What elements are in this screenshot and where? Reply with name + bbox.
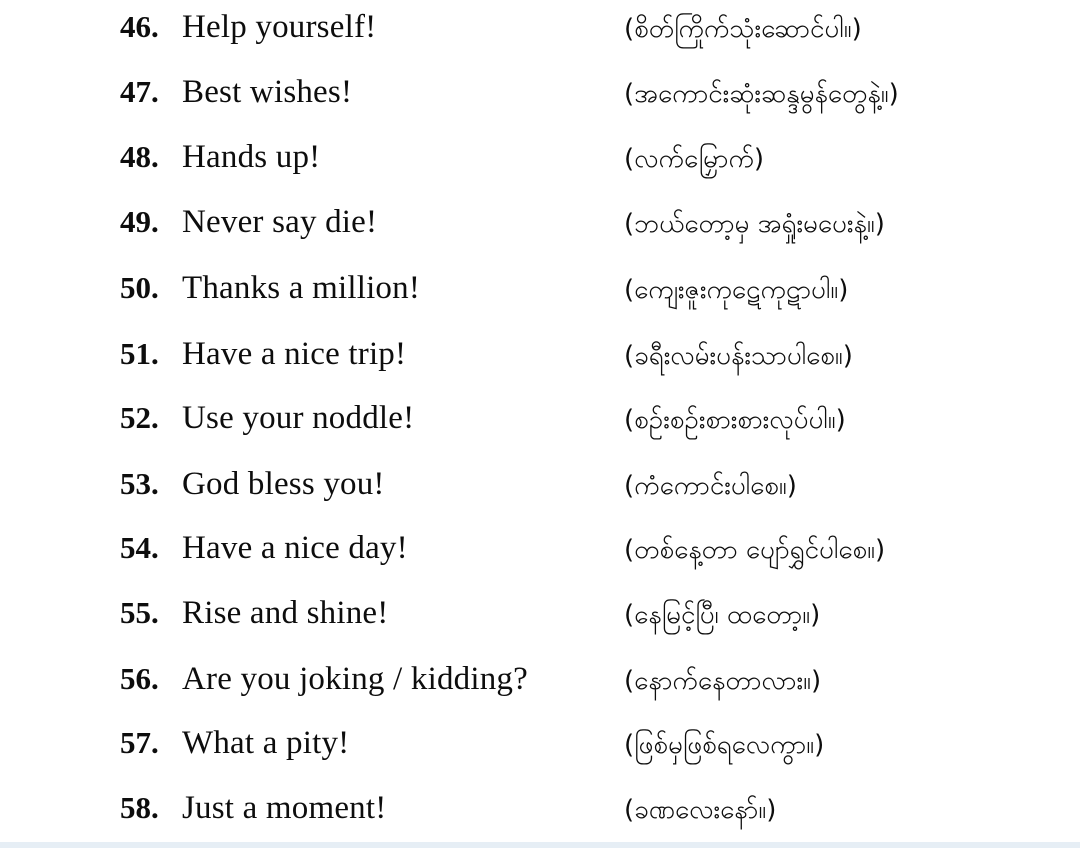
phrase-number: 53. xyxy=(120,466,159,501)
phrase-number: 46. xyxy=(120,9,159,44)
myanmar-translation: (ကျေးဇူးကုဋေကုဋာပါ။) xyxy=(624,275,849,305)
english-phrase: What a pity! xyxy=(182,725,350,761)
myanmar-translation: (ဘယ်တော့မှ အရှုံးမပေးနဲ့။) xyxy=(624,209,885,239)
phrase-row xyxy=(0,589,1080,649)
myanmar-translation: (စိတ်ကြိုက်သုံးဆောင်ပါ။) xyxy=(624,14,862,44)
phrase-number: 50. xyxy=(120,270,159,305)
english-phrase: Are you joking / kidding? xyxy=(182,661,528,697)
phrase-number: 49. xyxy=(120,204,159,239)
phrase-number: 51. xyxy=(120,336,159,371)
english-phrase: Use your noddle! xyxy=(182,400,415,436)
phrase-number: 48. xyxy=(120,139,159,174)
myanmar-translation: (ခရီးလမ်းပန်းသာပါစေ။) xyxy=(624,341,853,371)
myanmar-translation: (လက်မြှောက်) xyxy=(624,144,765,174)
phrase-number: 58. xyxy=(120,790,159,825)
english-phrase: Never say die! xyxy=(182,204,378,240)
english-phrase: Have a nice day! xyxy=(182,530,408,566)
phrase-row xyxy=(0,330,1080,390)
english-phrase: God bless you! xyxy=(182,466,385,502)
phrase-row xyxy=(0,198,1080,258)
phrase-row xyxy=(0,460,1080,520)
myanmar-translation: (စဉ်းစဉ်းစားစားလုပ်ပါ။) xyxy=(624,405,846,435)
english-phrase: Just a moment! xyxy=(182,790,387,826)
phrase-number: 54. xyxy=(120,530,159,565)
english-phrase: Best wishes! xyxy=(182,74,353,110)
myanmar-translation: (ခဏလေးနော်။) xyxy=(624,795,777,825)
myanmar-translation: (တစ်နေ့တာ ပျော်ရွှင်ပါစေ။) xyxy=(624,535,886,565)
phrase-row xyxy=(0,68,1080,128)
myanmar-translation: (အကောင်းဆုံးဆန္ဒမွန်တွေနဲ့။) xyxy=(624,79,899,109)
phrase-row xyxy=(0,264,1080,324)
english-phrase: Rise and shine! xyxy=(182,595,389,631)
phrase-number: 56. xyxy=(120,661,159,696)
myanmar-translation: (ကံကောင်းပါစေ။) xyxy=(624,471,797,501)
english-phrase: Have a nice trip! xyxy=(182,336,407,372)
bottom-edge-strip xyxy=(0,842,1080,848)
phrase-row xyxy=(0,719,1080,779)
phrase-row xyxy=(0,394,1080,454)
myanmar-translation: (ဖြစ်မှဖြစ်ရလေကွာ။) xyxy=(624,730,825,760)
phrase-number: 47. xyxy=(120,74,159,109)
english-phrase: Thanks a million! xyxy=(182,270,421,306)
english-phrase: Help yourself! xyxy=(182,9,377,45)
phrase-number: 55. xyxy=(120,595,159,630)
english-phrase: Hands up! xyxy=(182,139,321,175)
phrase-row xyxy=(0,3,1080,63)
phrase-row xyxy=(0,524,1080,584)
phrase-number: 57. xyxy=(120,725,159,760)
phrase-row xyxy=(0,655,1080,715)
myanmar-translation: (နေမြင့်ပြီ၊ ထတော့။) xyxy=(624,600,821,630)
myanmar-translation: (နောက်နေတာလား။) xyxy=(624,666,822,696)
phrase-row xyxy=(0,784,1080,844)
phrase-row xyxy=(0,133,1080,193)
phrase-number: 52. xyxy=(120,400,159,435)
